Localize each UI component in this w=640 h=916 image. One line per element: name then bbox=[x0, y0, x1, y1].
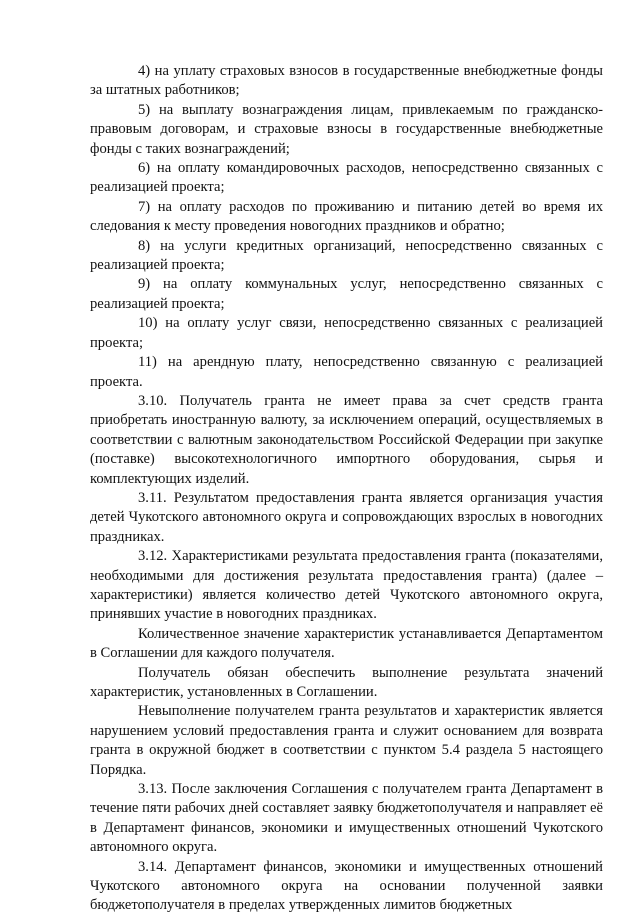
paragraph-item-10: 10) на оплату услуг связи, непосредственно связанных с реализацией проекта; bbox=[90, 315, 603, 351]
paragraph-item-7: 7) на оплату расходов по проживанию и питанию детей во время их следования к месту проведения новогодних праздников и обратно; bbox=[90, 198, 603, 235]
paragraph-item-6: 6) на оплату командировочных расходов, непосредственно связанных с реализацией проекта; bbox=[90, 160, 603, 196]
paragraph-clause-3-13: 3.13. После заключения Соглашения с получателем гранта Департамент в течение пяти рабочих дней составляет заявку бюджетополучателя и направляет её в Департамент финансов, экономики и имущественных отношений Чукотского автономного округа. bbox=[90, 781, 603, 856]
paragraph-quantitative-value: Количественное значение характеристик устанавливается Департаментом в Соглашении для каждого получателя. bbox=[90, 625, 603, 662]
paragraph-item-9: 9) на оплату коммунальных услуг, непосредственно связанных с реализацией проекта; bbox=[90, 276, 603, 312]
paragraph-item-8: 8) на услуги кредитных организаций, непосредственно связанных с реализацией проекта; bbox=[90, 237, 603, 274]
paragraph-recipient-obligation: Получатель обязан обеспечить выполнение результата значений характеристик, установленных в Соглашении. bbox=[90, 664, 603, 700]
paragraph-clause-3-14: 3.14. Департамент финансов, экономики и имущественных отношений Чукотского автономного округа на основании полученной заявки бюджетополучателя в пределах утвержденных лимитов бюджетных bbox=[90, 858, 603, 914]
paragraph-clause-3-10: 3.10. Получатель гранта не имеет права за счет средств гранта приобретать иностранную валюту, за исключением операций, осуществляемых в соответствии с валютным законодательством Российской Федерации при закупке (поставке) высокотехнологичного импортного оборудования, сырья и комплектующих изделий. bbox=[90, 392, 603, 487]
paragraph-item-4: 4) на уплату страховых взносов в государственные внебюджетные фонды за штатных работников; bbox=[90, 63, 603, 99]
paragraph-non-fulfillment: Невыполнение получателем гранта результатов и характеристик является нарушением условий предоставления гранта и служит основанием для возврата гранта в окружной бюджет в соответствии с пунктом 5.4 раздела 5 настоящего Порядка. bbox=[90, 703, 603, 778]
paragraph-item-5: 5) на выплату вознаграждения лицам, привлекаемым по гражданско-правовым договорам, и страховые взносы в государственные внебюджетные фонды с таких вознаграждений; bbox=[90, 101, 603, 157]
paragraph-item-11: 11) на арендную плату, непосредственно связанную с реализацией проекта. bbox=[90, 354, 603, 390]
document-body bbox=[90, 62, 603, 916]
paragraph-clause-3-12: 3.12. Характеристиками результата предоставления гранта (показателями, необходимыми для достижения результата предоставления гранта) (далее – характеристики) является количество детей Чукотского автономного округа, принявших участие в новогодних праздниках. bbox=[90, 548, 603, 623]
paragraph-clause-3-11: 3.11. Результатом предоставления гранта является организация участия детей Чукотского автономного округа и сопровождающих взрослых в новогодних праздниках. bbox=[90, 489, 603, 545]
